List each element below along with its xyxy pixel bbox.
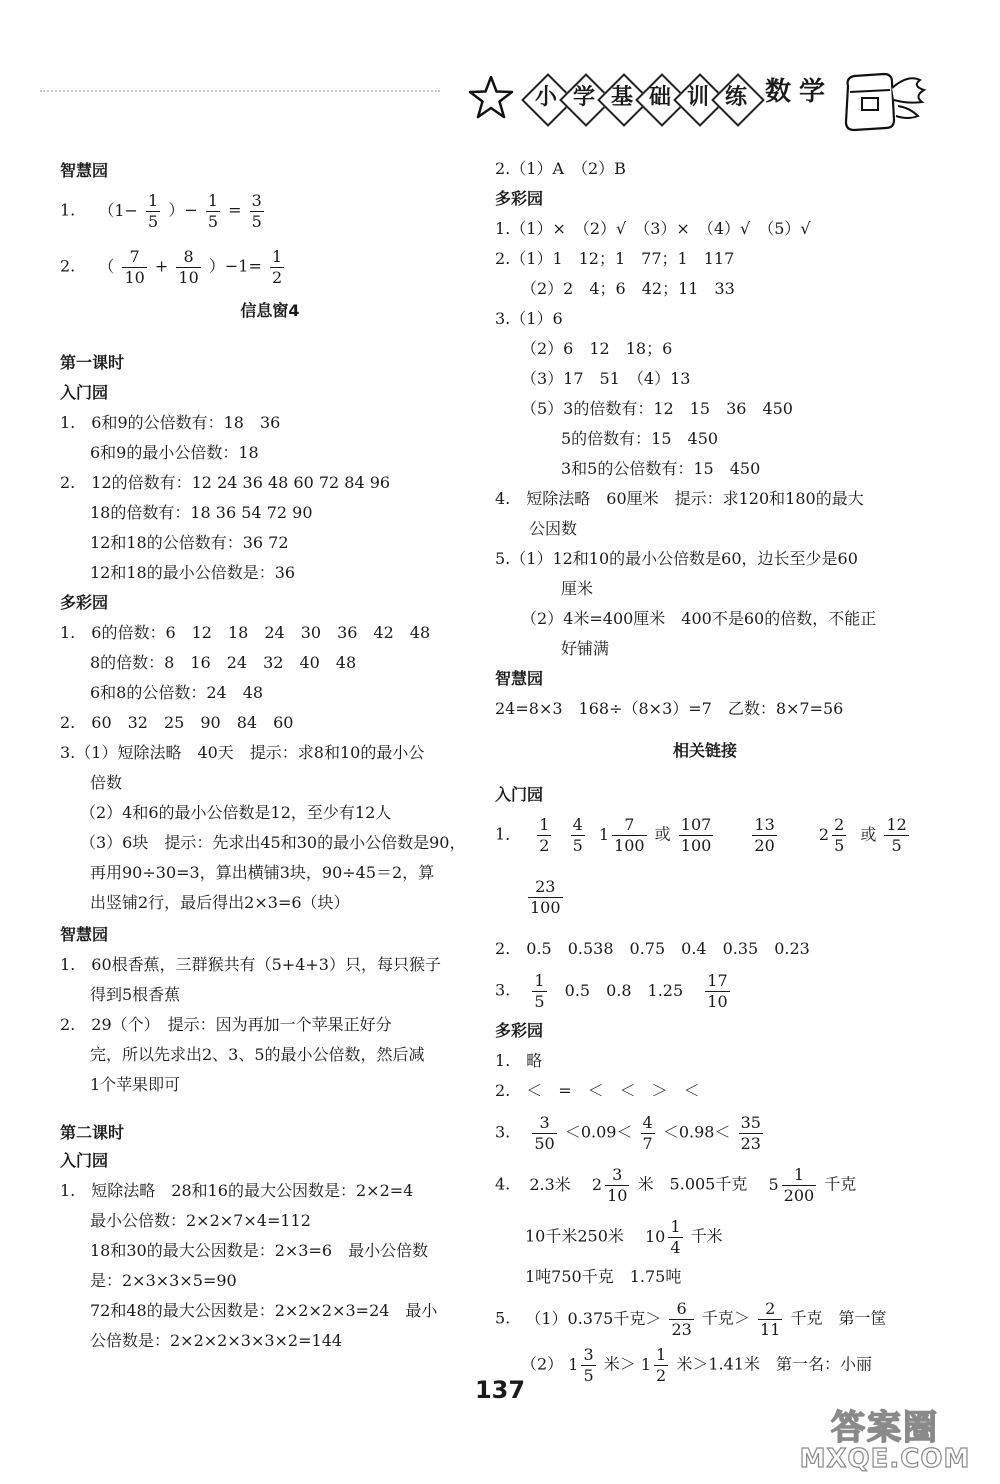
title-char-box: 学 [798, 77, 825, 107]
item-number: 1． [495, 824, 522, 844]
mixed-number-whole: 10 [645, 1227, 666, 1247]
or-text: 或 [654, 824, 671, 844]
answer-line: 18的倍数有：18 36 54 72 90 [90, 503, 313, 522]
expr-text: 千米 [690, 1226, 723, 1246]
fraction: $\frac{1}{5}$ [207, 191, 219, 231]
item-number: 5. [495, 1308, 511, 1328]
answer-line: 6和8的公倍数：24 48 [90, 683, 264, 702]
answer-line [495, 972, 733, 1010]
fraction: $\frac{8}{10}$ [178, 247, 199, 287]
fraction: $\frac{3}{5}$ [583, 1345, 594, 1385]
answer-line: 1. 短除法略 28和16的最大公因数是：2×2=4 [60, 1181, 414, 1200]
answer-line: 2.（1）1 12；1 77；1 117 [495, 249, 735, 268]
fraction: $\frac{13}{20}$ [754, 815, 775, 855]
answer-line: 是：2×3×3×5=90 [90, 1271, 237, 1290]
item-number: 4. [495, 1174, 511, 1194]
fraction: $\frac{4}{7}$ [642, 1113, 653, 1153]
answer-line: 出竖铺2行，最后得出2×3=6（块） [90, 893, 350, 912]
answer-line: 2. 29（个） 提示：因为再加一个苹果正好分 [60, 1015, 392, 1034]
fraction: $\frac{4}{5}$ [572, 815, 583, 855]
answer-line: 3.（1）6 [495, 309, 563, 328]
expr-text: （1）0.375千克＞ [525, 1308, 662, 1328]
expr-text: ）−1= [208, 256, 262, 276]
answer-line: 1个苹果即可 [90, 1075, 181, 1094]
fraction: $\frac{1}{2}$ [539, 815, 550, 855]
fraction: $\frac{1}{4}$ [670, 1217, 681, 1257]
fraction: $\frac{107}{100}$ [680, 815, 712, 855]
expr-text: + [154, 256, 169, 276]
fraction: $\frac{1}{5}$ [534, 971, 545, 1011]
answer-line: 1.（1）× （2）√ （3）× （4）√ （5）√ [495, 219, 811, 238]
answer-line: （2）6 12 18；6 [521, 339, 673, 358]
section-heading: 入门园 [495, 785, 544, 804]
answer-line: 好铺满 [561, 639, 610, 658]
item-number: 1. [60, 200, 76, 220]
lesson-heading: 第二课时 [60, 1123, 125, 1142]
expr-text: 千克 [824, 1174, 857, 1194]
page-header [440, 60, 940, 150]
section-heading: 入门园 [60, 1151, 109, 1170]
expr-text: 2.3米 [529, 1174, 587, 1194]
fraction: $\frac{6}{23}$ [671, 1299, 692, 1339]
answer-line [60, 248, 287, 286]
answer-line: 3.（1）短除法略 40天 提示：求8和10的最小公 [60, 743, 425, 762]
fraction: $\frac{1}{5}$ [148, 191, 159, 231]
mixed-number-whole: 5 [768, 1175, 779, 1195]
or-text: 或 [860, 824, 877, 844]
section-heading: 多彩园 [495, 189, 544, 208]
answer-line: 6和9的最小公倍数：18 [90, 443, 259, 462]
answer-line: 1. 6的倍数：6 12 18 24 30 36 42 48 [60, 623, 431, 642]
item-number: 2. [60, 256, 76, 276]
title-char-box: 练 [712, 74, 760, 122]
expr-text: （2） [521, 1354, 564, 1374]
answer-line: 72和48的最大公因数是：2×2×2×3=24 最小 [90, 1301, 438, 1320]
answer-line: 1. 6和9的公倍数有：18 36 [60, 413, 281, 432]
fraction: $\frac{35}{23}$ [740, 1113, 761, 1153]
fraction: $\frac{23}{100}$ [530, 877, 561, 917]
fraction: $\frac{3}{10}$ [607, 1165, 628, 1205]
answer-line: 5.（1）12和10的最小公倍数是60，边长至少是60 [495, 549, 858, 568]
answer-line: 倍数 [90, 773, 123, 792]
answer-line: 厘米 [561, 579, 594, 598]
answer-line: 2. 12的倍数有：12 24 36 48 60 72 84 96 [60, 473, 391, 492]
mixed-number-whole: 2 [591, 1175, 603, 1195]
title-char-box: 基 [598, 74, 646, 122]
title-char-box: 学 [560, 74, 608, 122]
fraction: $\frac{2}{11}$ [760, 1299, 781, 1339]
answer-line: （3）17 51 （4）13 [521, 369, 691, 388]
answer-line: 12和18的公倍数有：36 72 [90, 533, 289, 552]
fraction: $\frac{12}{5}$ [886, 815, 907, 855]
answer-line: 12和18的最小公倍数是：36 [90, 563, 296, 582]
expr-text: ＜0.98＜ [662, 1122, 731, 1142]
fraction: $\frac{1}{2}$ [656, 1345, 667, 1385]
fraction: $\frac{7}{100}$ [614, 815, 645, 855]
title-char-box: 训 [674, 74, 722, 122]
fraction: $\frac{17}{10}$ [707, 971, 728, 1011]
mixed-number-whole: 1 [598, 825, 610, 845]
section-heading: 智慧园 [60, 161, 109, 180]
expr-text: 米＞ [603, 1354, 636, 1374]
fraction: $\frac{3}{5}$ [251, 191, 262, 231]
answer-line: 24=8×3 168÷（8×3）=7 乙数：8×7=56 [495, 699, 844, 718]
section-heading: 多彩园 [495, 1021, 544, 1040]
answer-line [495, 816, 912, 854]
section-heading: 智慧园 [495, 669, 544, 688]
answer-line [525, 878, 566, 916]
answer-line: 最小公倍数：2×2×7×4=112 [90, 1211, 311, 1230]
mixed-number-whole: 1 [568, 1355, 579, 1375]
answer-line: 2.（1）A （2）B [495, 159, 626, 178]
expr-text: = [228, 200, 242, 220]
answer-line: （2）2 4；6 42；11 33 [521, 279, 735, 298]
answer-line: （2）4和6的最小公倍数是12，至少有12人 [80, 803, 392, 822]
answer-line: 3和5的公倍数有：15 450 [561, 459, 761, 478]
mixed-number-whole: 1 [640, 1355, 652, 1375]
answer-line [521, 1346, 872, 1384]
answer-line [495, 1300, 886, 1338]
answer-line: 4. 短除法略 60厘米 提示：求120和180的最大 [495, 489, 864, 508]
expr-text: 0.5 0.8 1.25 [564, 980, 684, 1000]
expr-text: ＜0.09＜ [564, 1122, 633, 1142]
answer-line [495, 1166, 856, 1204]
fraction: $\frac{3}{50}$ [534, 1113, 555, 1153]
expr-text: 千克 第一筐 [790, 1308, 887, 1328]
item-number: 3. [495, 980, 511, 1000]
watermark-logo [790, 1400, 980, 1476]
expr-text: 米 5.005千克 [637, 1174, 764, 1194]
expr-text: 米＞1.41米 第一名：小丽 [676, 1354, 872, 1374]
section-title: 信息窗4 [240, 301, 300, 320]
answer-line: （3）6块 提示：先求出45和30的最小公倍数是90， [80, 833, 466, 852]
watermark-url: MXQE.COM [799, 1444, 971, 1474]
fraction: $\frac{7}{10}$ [124, 247, 145, 287]
answer-line: 1吨750千克 1.75吨 [525, 1267, 682, 1286]
flying-schoolbag-icon [828, 68, 928, 138]
answer-line [60, 192, 267, 230]
watermark-text: 答案圈 [831, 1408, 939, 1448]
answer-line: 2. 0.5 0.538 0.75 0.4 0.35 0.23 [495, 939, 810, 958]
answer-line: 18和30的最大公因数是：2×3=6 最小公倍数 [90, 1241, 429, 1260]
answer-line: 公倍数是：2×2×2×3×3×2=144 [90, 1331, 343, 1350]
answer-line: （5）3的倍数有：12 15 36 450 [521, 399, 793, 418]
answer-line: 1. 略 [495, 1051, 543, 1070]
answer-line: （2）4米=400厘米 400不是60的倍数，不能正 [521, 609, 877, 628]
fraction: $\frac{2}{5}$ [834, 815, 845, 855]
lesson-heading: 第一课时 [60, 353, 125, 372]
expr-text: 10千米250米 [525, 1226, 640, 1246]
title-char-box: 础 [636, 74, 684, 122]
answer-line: 8的倍数：8 16 24 32 40 48 [90, 653, 357, 672]
answer-line: 2. ＜ = ＜ ＜ ＞ ＜ [495, 1081, 700, 1100]
answer-line: 2. 60 32 25 90 84 60 [60, 713, 294, 732]
expr-text: ）− [168, 200, 198, 220]
expr-text: （1− [98, 200, 138, 220]
answer-line [525, 1218, 723, 1256]
section-title: 相关链接 [672, 741, 737, 760]
answer-line [495, 1114, 766, 1152]
fraction: $\frac{1}{2}$ [271, 247, 283, 287]
mixed-number-whole: 2 [818, 825, 830, 845]
star-icon [468, 74, 514, 120]
answer-line: 完，所以先求出2、3、5的最小公倍数，然后减 [90, 1045, 425, 1064]
title-char-box: 小 [522, 74, 570, 122]
answer-line: 得到5根香蕉 [90, 985, 181, 1004]
expr-text: （ [98, 256, 115, 276]
header-dotted-rule [40, 90, 440, 96]
answer-line: 5的倍数有：15 450 [561, 429, 719, 448]
fraction: $\frac{1}{200}$ [783, 1165, 815, 1205]
page-number: 137 [474, 1376, 526, 1404]
answer-line: 公因数 [529, 519, 578, 538]
item-number: 3. [495, 1122, 511, 1142]
expr-text: 千克＞ [701, 1308, 750, 1328]
title-char-box: 数 [764, 77, 791, 107]
section-heading: 智慧园 [60, 925, 109, 944]
answer-line: 再用90÷30=3，算出横铺3块，90÷45＝2，算 [90, 863, 435, 882]
section-heading: 入门园 [60, 383, 109, 402]
series-title-banner [522, 64, 842, 130]
answer-line: 1. 60根香蕉，三群猴共有（5+4+3）只，每只猴子 [60, 955, 441, 974]
section-heading: 多彩园 [60, 593, 109, 612]
